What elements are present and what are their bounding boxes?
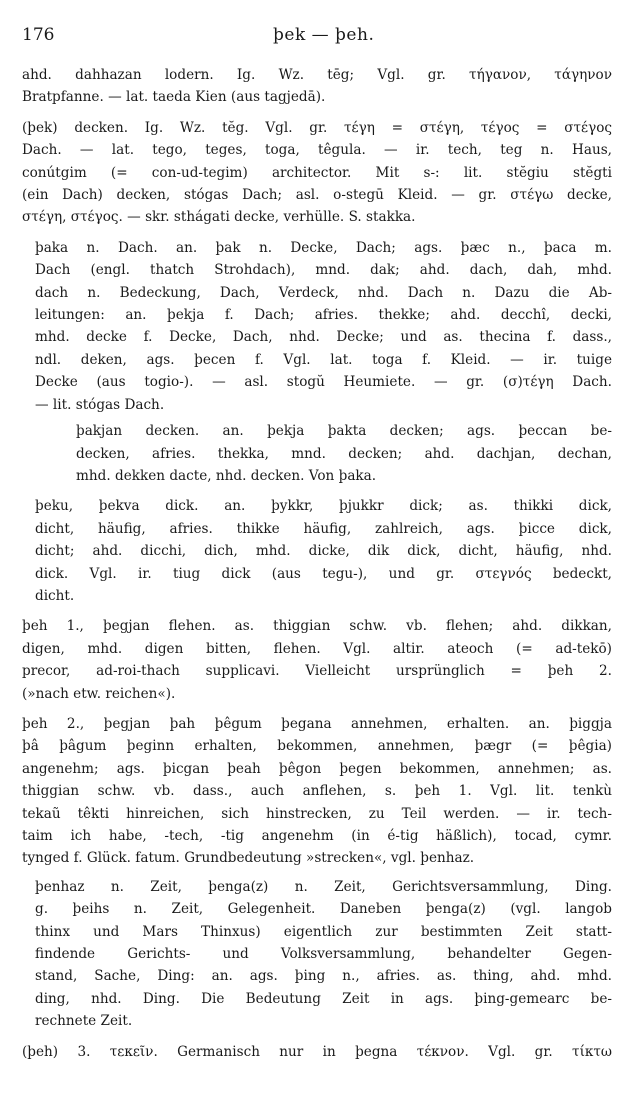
entry-line: angenehm; ags. þicgan þeah þêgon þegen bekommen, annehmen; as. <box>22 760 612 777</box>
entry-spacer <box>22 109 612 117</box>
entry-line: mhd. dekken dacte, nhd. decken. Von þaka. <box>76 467 377 484</box>
entry-spacer <box>22 607 612 615</box>
dictionary-entries <box>22 64 612 1063</box>
entry-line: þaka n. Dach. an. þak n. Decke, Dach; ags. þæc n., þaca m. <box>35 239 612 256</box>
entry-thek <box>22 117 612 229</box>
page-number: 176 <box>22 25 55 45</box>
entry-line: (þek) decken. Ig. Wz. tĕg. Vgl. gr. τέγη = στέγη, τέγος = στέγος <box>22 119 612 136</box>
entry-line: Decke (aus togio-). — asl. stogŭ Heumiete. — gr. (σ)τέγη Dach. <box>35 374 612 391</box>
entry-theh1 <box>22 615 612 705</box>
entry-dahhazan <box>22 64 612 109</box>
entry-line: findende Gerichts- und Volksversammlung, behandelter Gegen- <box>35 946 612 963</box>
entry-spacer <box>22 229 612 237</box>
entry-line: ding, nhd. Ding. Die Bedeutung Zeit in ags. þing-gemearc be- <box>35 990 612 1007</box>
entry-line: (ein Dach) decken, stógas Dach; asl. o-stegū Kleid. — gr. στέγω decke, <box>22 187 612 204</box>
entry-spacer <box>22 1033 612 1041</box>
entry-line: dick. Vgl. ir. tiug dick (aus tegu-), und gr. στεγνός bedeckt, <box>35 565 612 582</box>
running-head: þek — þeh. <box>273 25 375 45</box>
entry-line: rechnete Zeit. <box>35 1013 133 1030</box>
entry-theh3 <box>22 1041 612 1063</box>
entry-line: (þeh) 3. τεκεῖν. Germanisch nur in þegna τέκνον. Vgl. gr. τίκτω <box>22 1043 612 1060</box>
entry-thaka <box>35 237 612 416</box>
entry-line: Dach (engl. thatch Strohdach), mnd. dak; ahd. dach, dah, mhd. <box>35 262 612 279</box>
entry-thenhaz <box>35 876 612 1033</box>
entry-spacer <box>22 487 612 495</box>
entry-line: dicht; ahd. dicchi, dich, mhd. dicke, dik dick, dicht, häufig, nhd. <box>35 543 612 560</box>
entry-line: Bratpfanne. — lat. taeda Kien (aus tagjedā). <box>22 89 326 106</box>
entry-line: leitungen: an. þekja f. Dach; afries. thekke; ahd. decchî, decki, <box>35 307 612 324</box>
entry-line: þenhaz n. Zeit, þenga(z) n. Zeit, Gerichtsversammlung, Ding. <box>35 878 612 895</box>
entry-line: ahd. dahhazan lodern. Ig. Wz. tēg; Vgl. gr. τήγανον, τάγηνον <box>22 67 612 83</box>
entry-spacer <box>22 705 612 713</box>
entry-line: conútgim (= con-ud-tegim) architector. Mit s-: lit. stĕgiu stĕgti <box>22 164 612 181</box>
entry-line: tynged f. Glück. fatum. Grundbedeutung »strecken«, vgl. þenhaz. <box>22 850 475 867</box>
entry-line: g. þeihs n. Zeit, Gelegenheit. Daneben þenga(z) (vgl. langob <box>35 901 612 918</box>
entry-line: Dach. — lat. tego, teges, toga, têgula. — ir. tech, teg n. Haus, <box>22 142 612 159</box>
entry-line: þeh 2., þegjan þah þêgum þegana annehmen, erhalten. an. þiggja <box>22 715 612 732</box>
entry-line: thinx und Mars Thinxus) eigentlich zur bestimmten Zeit statt- <box>35 923 612 940</box>
entry-theh2 <box>22 713 612 870</box>
entry-line: στέγη, στέγος. — skr. sthágati decke, verhülle. S. stakka. <box>22 209 416 226</box>
page-header <box>18 22 613 48</box>
entry-line: þeku, þekva dick. an. þykkr, þjukkr dick; as. thikki dick, <box>35 498 612 515</box>
entry-line: dicht. <box>35 587 75 604</box>
entry-line: þâ þâgum þeginn erhalten, bekommen, annehmen, þægr (= þêgia) <box>22 738 612 755</box>
entry-line: þeh 1., þegjan flehen. as. thiggian schw. vb. flehen; ahd. dikkan, <box>22 618 612 635</box>
entry-line: — lit. stógas Dach. <box>35 396 165 413</box>
entry-line: digen, mhd. digen bitten, flehen. Vgl. altir. ateoch (= ad-tekō) <box>22 640 612 657</box>
entry-line: stand, Sache, Ding: an. ags. þing n., afries. as. thing, ahd. mhd. <box>35 968 612 985</box>
entry-line: precor, ad-roi-thach supplicavi. Vielleicht ursprünglich = þeh 2. <box>22 663 612 680</box>
entry-line: taim ich habe, -tech, -tig angenehm (in é-tig häßlich), tocad, cymr. <box>22 828 612 844</box>
entry-line: decken, afries. thekka, mnd. decken; ahd. dachjan, dechan, <box>76 445 612 462</box>
entry-theku <box>35 495 612 607</box>
entry-line: thiggian schw. vb. dass., auch anflehen, s. þeh 1. Vgl. lit. tenkù <box>22 783 612 800</box>
entry-line: tekaũ têkti hinreichen, sich hinstrecken, zu Teil werden. — ir. tech- <box>22 805 612 822</box>
entry-line: (»nach etw. reichen«). <box>22 685 176 702</box>
entry-line: dicht, häufig, afries. thikke häufig, zahlreich, ags. þicce dick, <box>35 520 612 537</box>
entry-line: þakjan decken. an. þekja þakta decken; ags. þeccan be- <box>76 423 612 440</box>
entry-line: mhd. decke f. Decke, Dach, nhd. Decke; und as. thecina f. dass., <box>35 329 612 346</box>
entry-line: ndl. deken, ags. þecen f. Vgl. lat. toga f. Kleid. — ir. tuige <box>35 351 612 368</box>
entry-line: dach n. Bedeckung, Dach, Verdeck, nhd. Dach n. Dazu die Ab- <box>35 284 612 301</box>
entry-thakjan <box>76 420 612 487</box>
